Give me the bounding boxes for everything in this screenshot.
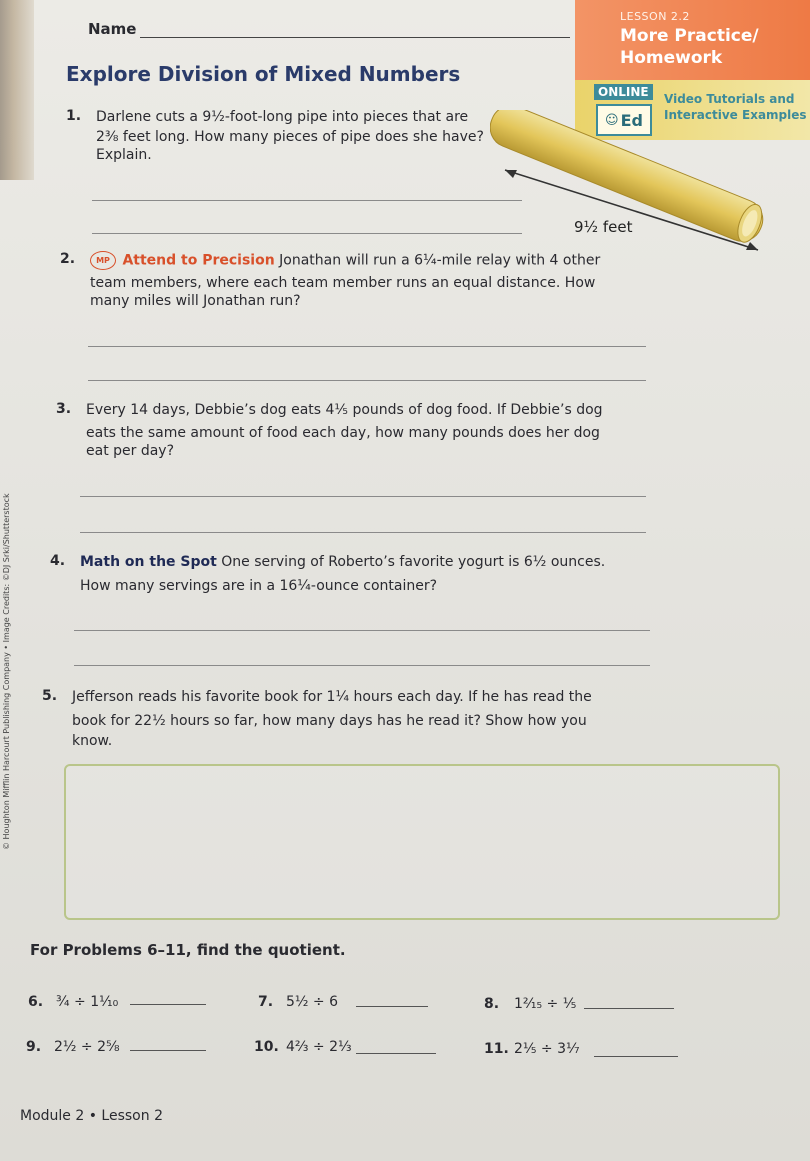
online-text-1: Video Tutorials and [664,92,795,106]
q5-line-2: book for 22½ hours so far, how many days has he read it? Show how you [72,713,587,729]
q2-line-3: many miles will Jonathan run? [90,293,301,309]
page-title: Explore Division of Mixed Numbers [66,62,461,86]
p11-answer-line[interactable] [594,1056,678,1057]
online-label: ONLINE [594,84,653,100]
q5-answer-box[interactable] [64,764,780,920]
problems-heading: For Problems 6–11, find the quotient. [30,941,346,959]
q5-line-3: know. [72,733,113,749]
p8-answer-line[interactable] [584,1008,674,1009]
p10-number: 10. [254,1039,279,1055]
image-credit: © Houghton Mifflin Harcourt Publishing Company • Image Credits: ©DJ Srki/Shutterstock [2,493,11,850]
mp-badge-icon: MP [90,251,116,270]
page-footer: Module 2 • Lesson 2 [20,1108,163,1124]
q1-answer-line-2[interactable] [92,233,522,234]
online-text-2: Interactive Examples [664,108,807,122]
name-line[interactable] [140,37,570,38]
q4-line-1-text: One serving of Roberto’s favorite yogurt is 6½ ounces. [221,554,606,570]
lesson-tag: LESSON 2.2 [620,10,690,23]
p11-expression: 2⅕ ÷ 3⅐ [514,1041,580,1057]
q1-line-2: 2⅜ feet long. How many pieces of pipe does she have? [96,129,484,145]
q5-line-1: Jefferson reads his favorite book for 1¼ hours each day. If he has read the [72,689,592,705]
p7-expression: 5½ ÷ 6 [286,994,339,1010]
smiley-icon: ☺ [605,112,619,128]
p9-expression: 2½ ÷ 2⅝ [54,1039,120,1055]
q2-answer-line-2[interactable] [88,380,646,381]
lesson-title-1: More Practice/ [620,26,759,46]
page-edge-shadow [0,0,34,180]
q5-number: 5. [42,688,58,704]
q2-line-1 [90,251,600,270]
p7-answer-line[interactable] [356,1006,428,1007]
pipe-figure [490,110,790,270]
q4-highlight: Math on the Spot [80,554,217,570]
q1-line-1: Darlene cuts a 9½-foot-long pipe into pieces that are [96,109,469,125]
lesson-title-2: Homework [620,48,723,68]
q2-line-2: team members, where each team member runs an equal distance. How [90,275,596,291]
p10-expression: 4⅔ ÷ 2⅓ [286,1039,352,1055]
p6-answer-line[interactable] [130,1004,206,1005]
q3-line-2: eats the same amount of food each day, how many pounds does her dog [86,425,600,441]
q3-answer-line-1[interactable] [80,496,646,497]
ed-badge-text: Ed [620,110,643,130]
q2-line-1-text: Jonathan will run a 6¼-mile relay with 4 other [279,252,601,269]
q4-number: 4. [50,553,66,569]
q3-answer-line-2[interactable] [80,532,646,533]
p8-expression: 1²⁄₁₅ ÷ ⅕ [514,996,577,1012]
q3-line-1: Every 14 days, Debbie’s dog eats 4⅕ pounds of dog food. If Debbie’s dog [86,402,603,418]
q4-line-1 [80,553,605,571]
p6-number: 6. [28,994,44,1010]
p7-number: 7. [258,994,274,1010]
q1-line-3: Explain. [96,147,152,163]
q4-line-2: How many servings are in a 16¼-ounce container? [80,578,438,594]
q3-line-3: eat per day? [86,443,175,459]
p6-expression: ¾ ÷ 1¹⁄₁₀ [56,994,119,1010]
p8-number: 8. [484,996,500,1012]
q1-number: 1. [66,108,82,124]
q1-answer-line-1[interactable] [92,200,522,201]
q2-number: 2. [60,251,76,267]
q3-number: 3. [56,401,72,417]
q4-answer-line-2[interactable] [74,665,650,666]
p11-number: 11. [484,1041,509,1057]
name-label: Name [88,20,137,38]
q2-highlight: Attend to Precision [122,252,275,269]
p9-number: 9. [26,1039,42,1055]
p9-answer-line[interactable] [130,1050,206,1051]
q4-answer-line-1[interactable] [74,630,650,631]
pipe-length-label: 9½ feet [574,218,633,236]
p10-answer-line[interactable] [356,1053,436,1054]
q2-answer-line-1[interactable] [88,346,646,347]
